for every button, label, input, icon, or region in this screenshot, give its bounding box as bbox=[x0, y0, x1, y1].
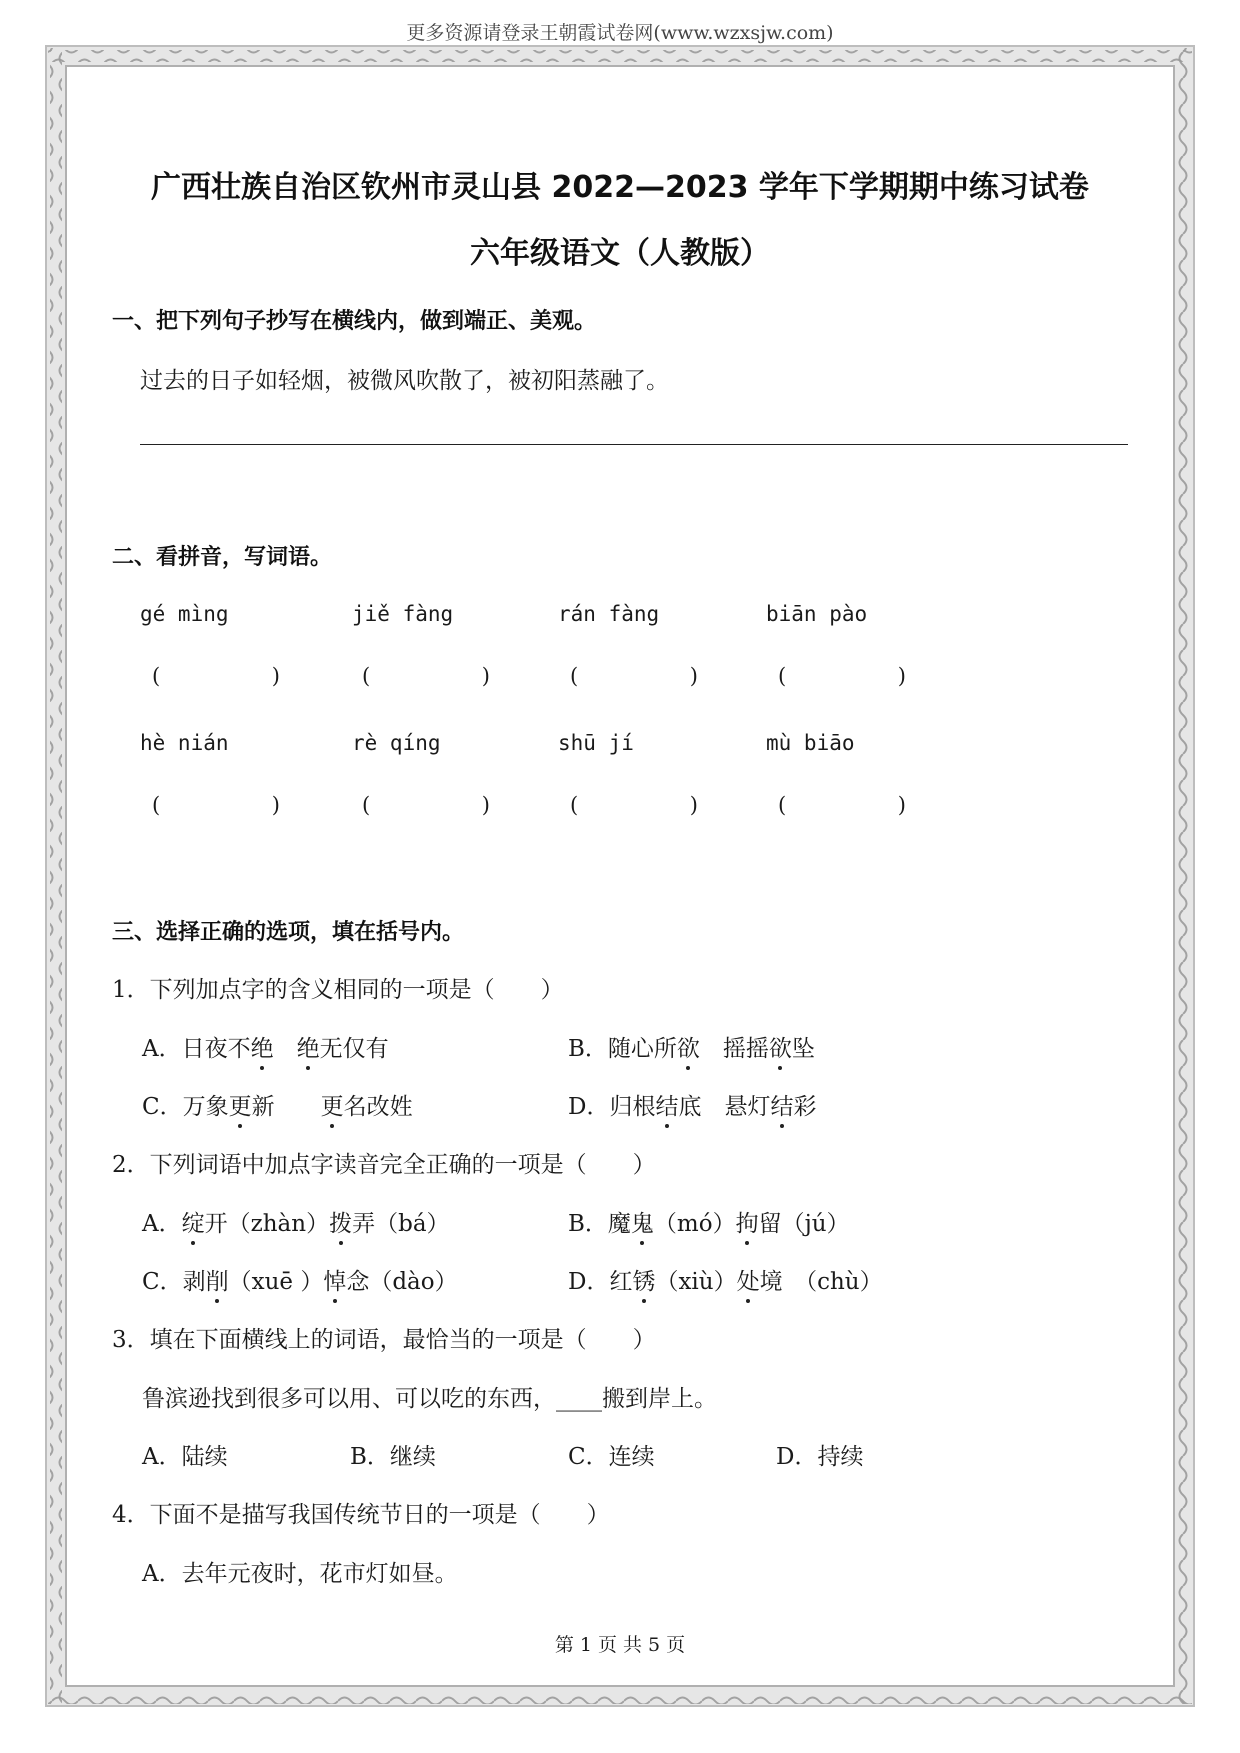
q2-option-a[interactable] bbox=[142, 1205, 450, 1238]
answer-blank[interactable] bbox=[362, 664, 490, 688]
q2-option-c[interactable] bbox=[142, 1263, 458, 1296]
q2-option-d[interactable] bbox=[568, 1263, 883, 1296]
open-paren: ( bbox=[362, 664, 371, 688]
q3-option-d[interactable]: D．持续 bbox=[776, 1444, 864, 1470]
section-1-heading: 一、把下列句子抄写在横线内，做到端正、美观。 bbox=[112, 309, 597, 334]
option-text bbox=[274, 1036, 297, 1062]
open-paren: ( bbox=[570, 793, 579, 817]
q3-option-c[interactable]: C．连续 bbox=[568, 1444, 655, 1470]
dotted-char: 绽 bbox=[182, 1205, 205, 1238]
close-paren: ) bbox=[271, 664, 280, 688]
q4-option-a[interactable]: A．去年元夜时，花市灯如昼。 bbox=[142, 1561, 458, 1587]
option-text: B．魔 bbox=[568, 1211, 631, 1237]
exam-subtitle: 六年级语文（人教版） bbox=[470, 236, 770, 271]
option-text: 开（zhàn） bbox=[204, 1211, 330, 1237]
option-text: C．剥 bbox=[142, 1269, 206, 1295]
close-paren: ) bbox=[897, 664, 906, 688]
dotted-char: 绝 bbox=[297, 1030, 320, 1063]
pinyin-item: mù biāo bbox=[766, 731, 855, 755]
q1-option-c[interactable] bbox=[142, 1088, 413, 1121]
option-text: （xuē ） bbox=[228, 1269, 324, 1295]
dotted-char: 锈 bbox=[632, 1263, 655, 1296]
option-text: 无仅有 bbox=[319, 1036, 389, 1062]
option-text: 名改姓 bbox=[343, 1094, 413, 1120]
pinyin-item: biān pào bbox=[766, 602, 868, 626]
q1-option-d[interactable] bbox=[568, 1088, 816, 1121]
dotted-char: 拘 bbox=[736, 1205, 759, 1238]
option-text: （xiù） bbox=[655, 1269, 737, 1295]
close-paren: ) bbox=[481, 664, 490, 688]
open-paren: ( bbox=[152, 664, 161, 688]
option-text: 留（jú） bbox=[758, 1211, 850, 1237]
q2-option-b[interactable] bbox=[568, 1205, 850, 1238]
close-paren: ) bbox=[689, 664, 698, 688]
option-text: D．红 bbox=[568, 1269, 633, 1295]
dotted-char: 削 bbox=[206, 1263, 229, 1296]
option-text: 弄（bá） bbox=[352, 1211, 450, 1237]
dotted-char: 悼 bbox=[323, 1263, 346, 1296]
open-paren: ( bbox=[778, 664, 787, 688]
answer-blank[interactable] bbox=[362, 793, 490, 817]
dotted-char: 拨 bbox=[329, 1205, 352, 1238]
answer-blank[interactable] bbox=[570, 664, 698, 688]
dotted-char: 处 bbox=[737, 1263, 760, 1296]
open-paren: ( bbox=[778, 793, 787, 817]
open-paren: ( bbox=[570, 664, 579, 688]
page-number: 第 1 页 共 5 页 bbox=[554, 1634, 686, 1656]
option-text: A． bbox=[142, 1211, 182, 1237]
exam-title: 广西壮族自治区钦州市灵山县 2022—2023 学年下学期期中练习试卷 bbox=[151, 170, 1089, 205]
option-text: 新 bbox=[251, 1094, 321, 1120]
pinyin-item: hè nián bbox=[140, 731, 229, 755]
close-paren: ) bbox=[481, 793, 490, 817]
q1-option-a[interactable] bbox=[142, 1030, 389, 1063]
dotted-char: 更 bbox=[321, 1088, 344, 1121]
close-paren: ) bbox=[897, 793, 906, 817]
q1-option-b[interactable] bbox=[568, 1030, 815, 1063]
option-text: 坠 bbox=[791, 1036, 815, 1062]
section-2-heading: 二、看拼音，写词语。 bbox=[112, 545, 333, 570]
close-paren: ) bbox=[689, 793, 698, 817]
dotted-char: 鬼 bbox=[631, 1205, 654, 1238]
question-1-stem: 1．下列加点字的含义相同的一项是（ ） bbox=[112, 977, 564, 1003]
dotted-char: 欲 bbox=[769, 1030, 792, 1063]
copy-sentence: 过去的日子如轻烟，被微风吹散了，被初阳蒸融了。 bbox=[140, 368, 669, 394]
question-4-stem: 4．下面不是描写我国传统节日的一项是（ ） bbox=[112, 1502, 610, 1528]
option-text: 境 （chù） bbox=[759, 1269, 883, 1295]
option-text: B．随心所 bbox=[568, 1036, 677, 1062]
answer-blank[interactable] bbox=[778, 793, 906, 817]
option-text: 底 悬灯 bbox=[678, 1094, 771, 1120]
copy-writing-line[interactable] bbox=[140, 444, 1128, 445]
option-text: D．归根 bbox=[568, 1094, 656, 1120]
pinyin-item: jiě fàng bbox=[352, 602, 454, 626]
open-paren: ( bbox=[362, 793, 371, 817]
option-text: 彩 bbox=[793, 1094, 817, 1120]
pinyin-item: shū jí bbox=[558, 731, 634, 755]
pinyin-item: gé mìng bbox=[140, 602, 229, 626]
option-text: 摇摇 bbox=[699, 1036, 769, 1062]
section-3-heading: 三、选择正确的选项，填在括号内。 bbox=[112, 920, 465, 945]
answer-blank[interactable] bbox=[570, 793, 698, 817]
q3-option-a[interactable]: A．陆续 bbox=[142, 1444, 228, 1470]
answer-blank[interactable] bbox=[778, 664, 906, 688]
option-text: C．万象 bbox=[142, 1094, 229, 1120]
option-text: （mó） bbox=[653, 1211, 736, 1237]
dotted-char: 结 bbox=[655, 1088, 678, 1121]
answer-blank[interactable] bbox=[152, 664, 280, 688]
close-paren: ) bbox=[271, 793, 280, 817]
open-paren: ( bbox=[152, 793, 161, 817]
option-text: A．日夜不 bbox=[142, 1036, 251, 1062]
option-text: 念（dào） bbox=[346, 1269, 458, 1295]
pinyin-item: rè qíng bbox=[352, 731, 441, 755]
q3-option-b[interactable]: B．继续 bbox=[350, 1444, 436, 1470]
answer-blank[interactable] bbox=[152, 793, 280, 817]
pinyin-item: rán fàng bbox=[558, 602, 660, 626]
question-3-stem: 3．填在下面横线上的词语，最恰当的一项是（ ） bbox=[112, 1327, 656, 1353]
dotted-char: 绝 bbox=[251, 1030, 274, 1063]
q3-sentence: 鲁滨逊找到很多可以用、可以吃的东西，____搬到岸上。 bbox=[142, 1386, 717, 1412]
dotted-char: 更 bbox=[229, 1088, 252, 1121]
dotted-char: 结 bbox=[770, 1088, 793, 1121]
dotted-char: 欲 bbox=[677, 1030, 700, 1063]
question-2-stem: 2．下列词语中加点字读音完全正确的一项是（ ） bbox=[112, 1152, 656, 1178]
watermark-text: 更多资源请登录王朝霞试卷网(www.wzxsjw.com) bbox=[406, 22, 834, 44]
